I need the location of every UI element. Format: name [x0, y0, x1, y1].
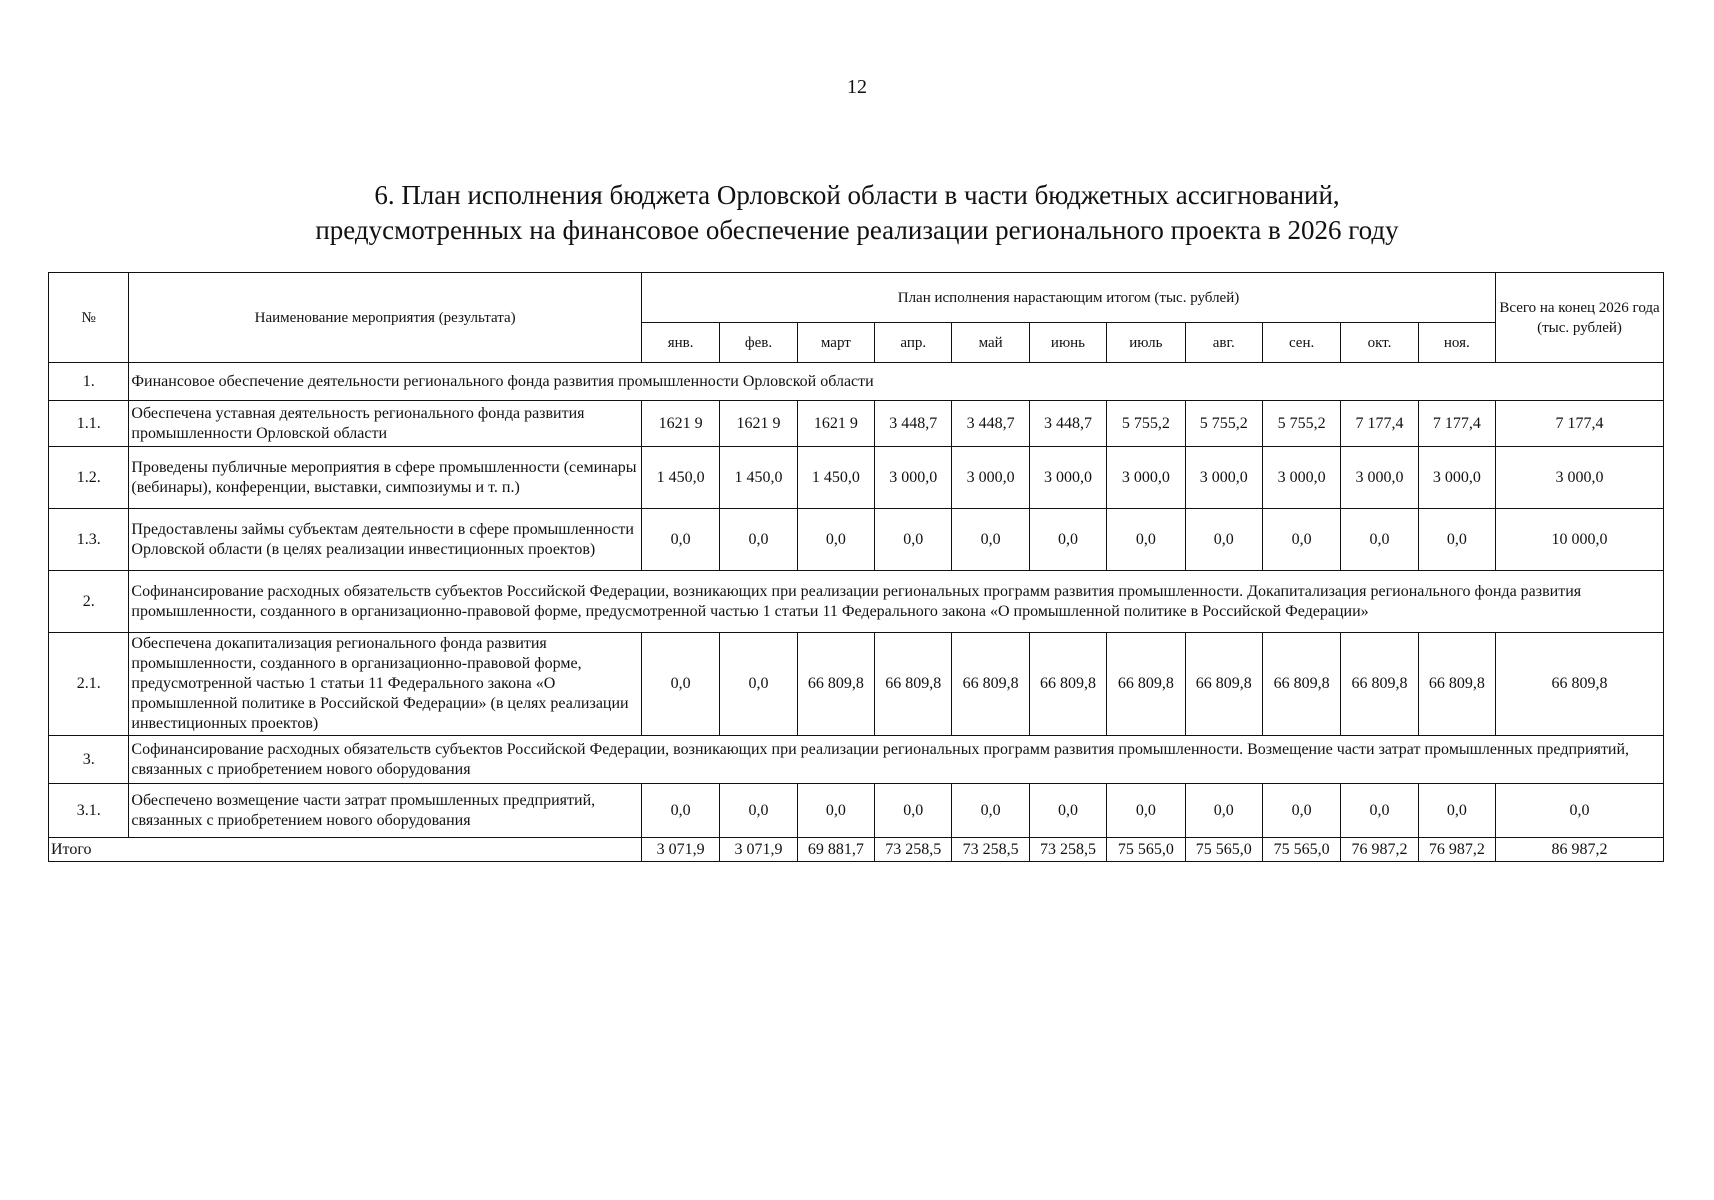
- month-value-cell: 0,0: [1341, 509, 1418, 571]
- budget-plan-table: [48, 272, 1664, 862]
- month-value-cell: 3 000,0: [1262, 447, 1340, 509]
- total-label: Итого: [49, 838, 642, 862]
- month-value-cell: 0,0: [641, 633, 719, 736]
- month-value-cell: 0,0: [875, 784, 952, 838]
- month-value-cell: 7 177,4: [1418, 401, 1495, 447]
- total-month-cell: 75 565,0: [1262, 838, 1340, 862]
- header-month: авг.: [1185, 323, 1262, 363]
- month-value-cell: 0,0: [1262, 509, 1340, 571]
- table-row: [49, 447, 1664, 509]
- month-value-cell: 3 000,0: [1107, 447, 1185, 509]
- month-value-cell: 0,0: [641, 509, 719, 571]
- row-total-cell: 10 000,0: [1496, 509, 1664, 571]
- row-name: Проведены публичные мероприятия в сфере промышленности (семинары (вебинары), конференции, выставки, симпозиумы и т. п.): [129, 447, 642, 509]
- table-row: [49, 401, 1664, 447]
- month-value-cell: 0,0: [1029, 784, 1106, 838]
- row-number: 3.1.: [49, 784, 129, 838]
- header-month: март: [797, 323, 874, 363]
- month-value-cell: 0,0: [1341, 784, 1418, 838]
- header-name: Наименование мероприятия (результата): [129, 273, 642, 363]
- total-month-cell: 69 881,7: [797, 838, 874, 862]
- section-row: [49, 736, 1664, 784]
- month-value-cell: 5 755,2: [1185, 401, 1262, 447]
- table-row: [49, 633, 1664, 736]
- row-number: 1.2.: [49, 447, 129, 509]
- header-number: №: [49, 273, 129, 363]
- section-name: Софинансирование расходных обязательств субъектов Российской Федерации, возникающих при реализации региональных программ развития промышленности. Возмещение части затрат промышленных предприятий, связанных с приобретением нового оборудования: [129, 736, 1664, 784]
- title-line-2: предусмотренных на финансовое обеспечение реализации регионального проекта в 2026 году: [315, 215, 1399, 245]
- total-month-cell: 73 258,5: [875, 838, 952, 862]
- header-month: янв.: [641, 323, 719, 363]
- row-number: 2.1.: [49, 633, 129, 736]
- table-body: [49, 363, 1664, 862]
- row-number: 1.1.: [49, 401, 129, 447]
- header-month: июнь: [1029, 323, 1106, 363]
- month-value-cell: 1 450,0: [641, 447, 719, 509]
- month-value-cell: 66 809,8: [797, 633, 874, 736]
- month-value-cell: 3 000,0: [1418, 447, 1495, 509]
- row-total-cell: 66 809,8: [1496, 633, 1664, 736]
- month-value-cell: 0,0: [1029, 509, 1106, 571]
- month-value-cell: 66 809,8: [875, 633, 952, 736]
- month-value-cell: 0,0: [1418, 509, 1495, 571]
- page-number: 12: [847, 76, 867, 98]
- total-month-cell: 75 565,0: [1107, 838, 1185, 862]
- month-value-cell: 5 755,2: [1262, 401, 1340, 447]
- month-value-cell: 3 448,7: [875, 401, 952, 447]
- month-value-cell: 7 177,4: [1341, 401, 1418, 447]
- header-total: Всего на конец 2026 года (тыс. рублей): [1496, 273, 1664, 363]
- month-value-cell: 0,0: [952, 509, 1029, 571]
- title-line-1: 6. План исполнения бюджета Орловской области в части бюджетных ассигнований,: [374, 180, 1340, 210]
- row-number: 2.: [49, 571, 129, 633]
- month-value-cell: 3 000,0: [952, 447, 1029, 509]
- header-month: апр.: [875, 323, 952, 363]
- row-name: Обеспечена уставная деятельность регионального фонда развития промышленности Орловской области: [129, 401, 642, 447]
- month-value-cell: 0,0: [875, 509, 952, 571]
- header-month: ноя.: [1418, 323, 1495, 363]
- row-name: Предоставлены займы субъектам деятельности в сфере промышленности Орловской области (в целях реализации инвестиционных проектов): [129, 509, 642, 571]
- month-value-cell: 0,0: [1107, 509, 1185, 571]
- section-name: Софинансирование расходных обязательств субъектов Российской Федерации, возникающих при реализации региональных программ развития промышленности. Докапитализация регионального фонда развития промышленности, созданного в организационно-правовой форме, предусмотренной частью 1 статьи 11 Федерального закона «О промышленной политике в Российской Федерации»: [129, 571, 1664, 633]
- header-month: фев.: [720, 323, 797, 363]
- header-plan: План исполнения нарастающим итогом (тыс. рублей): [641, 273, 1495, 323]
- month-value-cell: 66 809,8: [1262, 633, 1340, 736]
- total-month-cell: 73 258,5: [1029, 838, 1106, 862]
- header-month: сен.: [1262, 323, 1340, 363]
- total-month-cell: 76 987,2: [1418, 838, 1495, 862]
- month-value-cell: 0,0: [952, 784, 1029, 838]
- month-value-cell: 1 450,0: [720, 447, 797, 509]
- row-number: 1.: [49, 363, 129, 401]
- total-month-cell: 3 071,9: [641, 838, 719, 862]
- month-value-cell: 3 000,0: [1185, 447, 1262, 509]
- header-month: окт.: [1341, 323, 1418, 363]
- total-row: [49, 838, 1664, 862]
- header-month: июль: [1107, 323, 1185, 363]
- month-value-cell: 5 755,2: [1107, 401, 1185, 447]
- month-value-cell: 66 809,8: [1418, 633, 1495, 736]
- month-value-cell: 3 000,0: [875, 447, 952, 509]
- month-value-cell: 0,0: [720, 509, 797, 571]
- month-value-cell: 0,0: [1107, 784, 1185, 838]
- row-total-cell: 3 000,0: [1496, 447, 1664, 509]
- month-value-cell: 0,0: [1185, 509, 1262, 571]
- total-month-cell: 75 565,0: [1185, 838, 1262, 862]
- row-total-cell: 7 177,4: [1496, 401, 1664, 447]
- month-value-cell: 0,0: [720, 633, 797, 736]
- month-value-cell: 1621 9: [797, 401, 874, 447]
- month-value-cell: 66 809,8: [1341, 633, 1418, 736]
- table-row: [49, 784, 1664, 838]
- section-name: Финансовое обеспечение деятельности регионального фонда развития промышленности Орловской области: [129, 363, 1664, 401]
- header-month: май: [952, 323, 1029, 363]
- row-name: Обеспечена докапитализация регионального фонда развития промышленности, созданного в организационно-правовой форме, предусмотренной частью 1 статьи 11 Федерального закона «О промышленной политике в Российской Федерации» (в целях реализации инвестиционных проектов): [129, 633, 642, 736]
- month-value-cell: 66 809,8: [1107, 633, 1185, 736]
- total-month-cell: 73 258,5: [952, 838, 1029, 862]
- row-name: Обеспечено возмещение части затрат промышленных предприятий, связанных с приобретением нового оборудования: [129, 784, 642, 838]
- row-number: 1.3.: [49, 509, 129, 571]
- section-row: [49, 363, 1664, 401]
- month-value-cell: 3 000,0: [1029, 447, 1106, 509]
- month-value-cell: 0,0: [641, 784, 719, 838]
- month-value-cell: 0,0: [1418, 784, 1495, 838]
- header-row-1: [49, 273, 1664, 323]
- month-value-cell: 0,0: [720, 784, 797, 838]
- total-month-cell: 76 987,2: [1341, 838, 1418, 862]
- month-value-cell: 66 809,8: [1185, 633, 1262, 736]
- month-value-cell: 1621 9: [720, 401, 797, 447]
- month-value-cell: 1621 9: [641, 401, 719, 447]
- month-value-cell: 0,0: [1185, 784, 1262, 838]
- total-month-cell: 3 071,9: [720, 838, 797, 862]
- month-value-cell: 1 450,0: [797, 447, 874, 509]
- month-value-cell: 0,0: [1262, 784, 1340, 838]
- table-row: [49, 509, 1664, 571]
- month-value-cell: 66 809,8: [952, 633, 1029, 736]
- document-title: [0, 178, 1714, 248]
- month-value-cell: 0,0: [797, 784, 874, 838]
- month-value-cell: 66 809,8: [1029, 633, 1106, 736]
- month-value-cell: 3 448,7: [1029, 401, 1106, 447]
- section-row: [49, 571, 1664, 633]
- grand-total-cell: 86 987,2: [1496, 838, 1664, 862]
- month-value-cell: 0,0: [797, 509, 874, 571]
- month-value-cell: 3 448,7: [952, 401, 1029, 447]
- month-value-cell: 3 000,0: [1341, 447, 1418, 509]
- row-number: 3.: [49, 736, 129, 784]
- row-total-cell: 0,0: [1496, 784, 1664, 838]
